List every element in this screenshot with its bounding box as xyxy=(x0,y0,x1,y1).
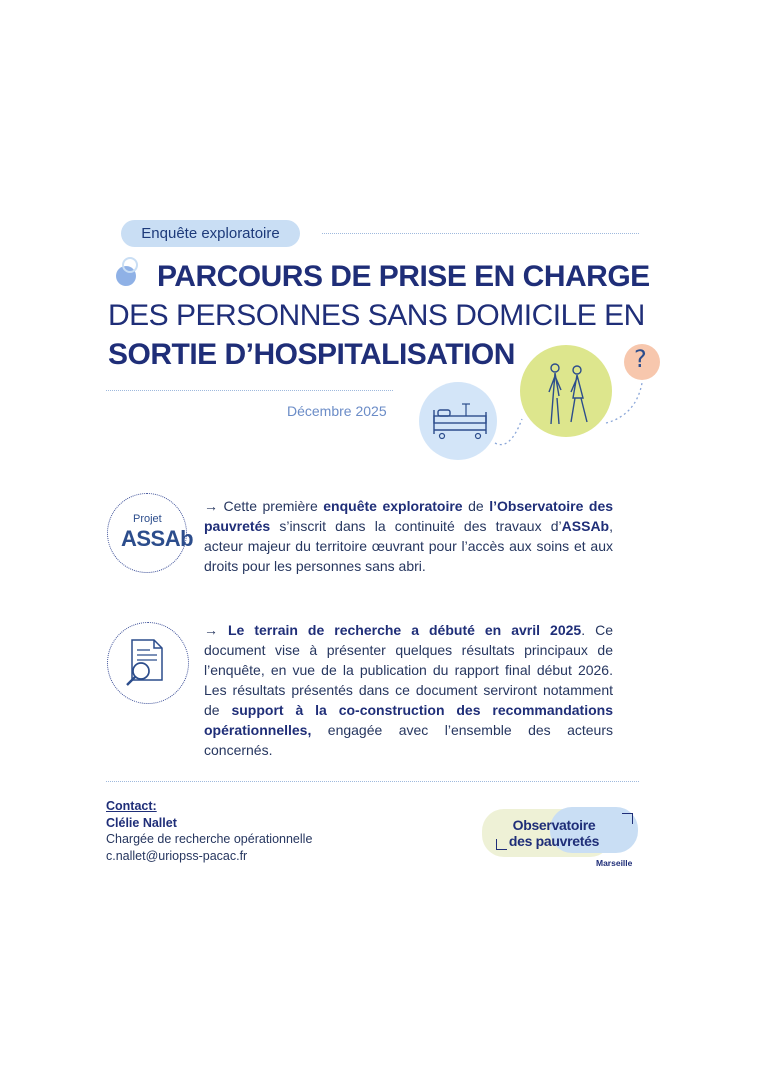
intro-paragraph: → Cette première enquête exploratoire de l’Observatoire des pauvretés s’inscrit dans la continuité des travaux d’ASSAb, acteur majeur du territoire œuvrant pour l’accès aux soins et aux droits pour les personnes sans abri. xyxy=(204,498,614,574)
arrow-icon: → xyxy=(204,498,218,514)
title-line-1: PARCOURS DE PRISE EN CHARGE xyxy=(157,260,650,293)
badge-small-label: Projet xyxy=(133,513,162,525)
logo-line-2: des pauvretés xyxy=(508,833,600,849)
logo-line-1: Observatoire xyxy=(512,817,596,833)
logo-city: Marseille xyxy=(596,858,633,868)
contact-block xyxy=(106,798,312,864)
title-line-2: DES PERSONNES SANS DOMICILE EN xyxy=(108,299,645,332)
walking-people-icon xyxy=(543,362,591,430)
contact-role: Chargée de recherche opérationnelle xyxy=(106,832,313,846)
hospital-bed-icon xyxy=(432,402,488,442)
publication-date: Décembre 2025 xyxy=(287,403,387,419)
question-mark-icon: ? xyxy=(634,345,647,373)
contact-name: Clélie Nallet xyxy=(106,815,177,830)
tag-pill: Enquête exploratoire xyxy=(121,220,300,247)
title-divider xyxy=(106,390,393,391)
contact-label: Contact: xyxy=(106,799,157,813)
contact-email[interactable]: c.nallet@uriopss-pacac.fr xyxy=(106,848,248,863)
document-search-icon xyxy=(124,638,168,688)
badge-big-label: ASSAb xyxy=(121,526,194,551)
arrow-icon: → xyxy=(204,622,218,638)
decorative-ring-icon xyxy=(122,257,138,273)
tag-divider xyxy=(322,233,639,234)
title-line-3: SORTIE D’HOSPITALISATION xyxy=(108,338,515,371)
logo xyxy=(482,805,642,871)
research-paragraph: → Le terrain de recherche a débuté en avril 2025. Ce document vise à présenter quelques résultats principaux de l’enquête, en vue de la publication du rapport final début 2026. Les résultats présentés dans ce document serviront notamment de support à la co-construction des recommandations opérationnelles, engagée avec l’ensemble des acteurs concernés. xyxy=(204,622,613,758)
footer-divider xyxy=(106,781,639,782)
